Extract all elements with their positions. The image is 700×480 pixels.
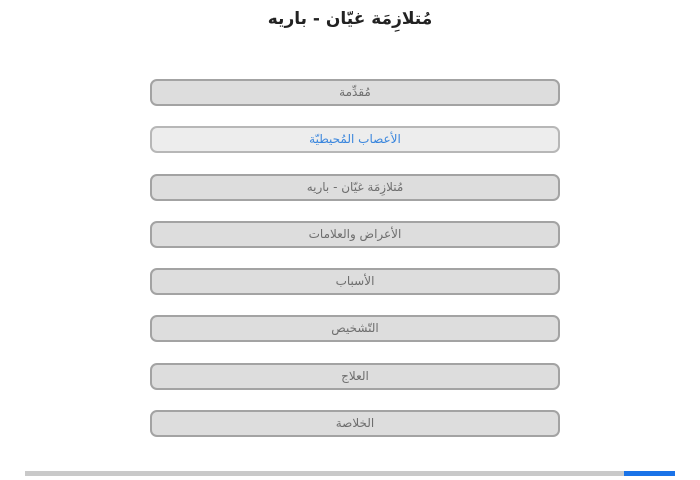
menu-item-causes[interactable]: الأسباب	[150, 268, 560, 295]
progress-bar	[25, 471, 675, 476]
menu-item-symptoms-and-signs[interactable]: الأعراض والعلامات	[150, 221, 560, 248]
menu-item-introduction[interactable]: مُقدِّمة	[150, 79, 560, 106]
menu-item-summary[interactable]: الخلاصة	[150, 410, 560, 437]
chapter-menu	[150, 79, 560, 457]
page-title: مُتلازِمَة غيّان - باريه	[267, 9, 433, 29]
menu-item-diagnosis[interactable]: التّشخيص	[150, 315, 560, 342]
menu-item-treatment[interactable]: العلاج	[150, 363, 560, 390]
menu-item-peripheral-nerves[interactable]: الأعصاب المُحيطيّة	[150, 126, 560, 153]
progress-bar-fill	[624, 471, 675, 476]
menu-item-guillain-barre-syndrome[interactable]: مُتلازِمَة غيّان - باريه	[150, 174, 560, 201]
